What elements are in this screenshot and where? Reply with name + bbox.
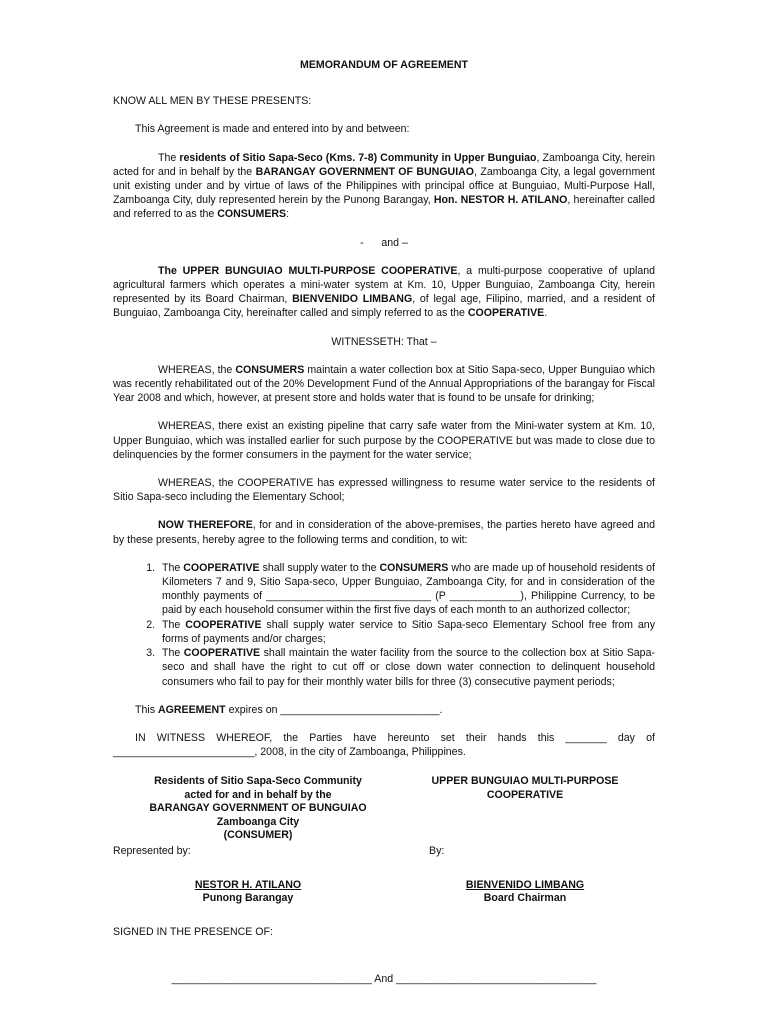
whereas-paragraph-3: WHEREAS, the COOPERATIVE has expressed willingness to resume water service to the residents of Sitio Sapa-seco including the Elementary School; (113, 477, 655, 504)
signatory-names (113, 879, 655, 906)
document-title: MEMORANDUM OF AGREEMENT (300, 59, 468, 71)
term-item: 3. The COOPERATIVE shall maintain the water facility from the source to the collection box at Sitio Sapa-seco and shall have the right to cut off or close down water connection to delinquent household consumers who fail to pay for their monthly water bills for three (3) consecutive payment periods; (158, 646, 655, 689)
term-item: 1. The COOPERATIVE shall supply water to the CONSUMERS who are made up of household residents of Kilometers 7 and 9, Sitio Sapa-seco, Upper Bunguiao, Zamboanga City, for and in consideration of the monthly payments of ____________________________ (P ____________), Philippine Currency, to be paid by each household consumer within the first five days of each month to an authorized collector; (158, 561, 655, 618)
whereas-paragraph-1: WHEREAS, the CONSUMERS maintain a water collection box at Sitio Sapa-seco, Upper Bunguiao which was recently rehabilitated out of the 20% Development Fund of the Annual Appropriations of the barangay for Fiscal Year 2008 and which, however, at present store and holds water that is found to be unsafe for drinking; (113, 363, 656, 405)
in-witness-paragraph: IN WITNESS WHEREOF, the Parties have hereunto set their hands this _______ day of ________________________, 2008, in the city of Zamboanga, Philippines. (113, 731, 655, 759)
party-cooperative-paragraph: The UPPER BUNGUIAO MULTI-PURPOSE COOPERATIVE, a multi-purpose cooperative of upland agricultural farmers which operates a mini-water system at Km. 10, Upper Bunguiao, Zamboanga City, herein represented by its Board Chairman, BIENVENIDO LIMBANG, of legal age, Filipino, married, and a resident of Bunguiao, Zamboanga City, hereinafter called and simply referred to as the COOPERATIVE. (113, 264, 655, 320)
consumer-representative (113, 879, 383, 906)
cooperative-rep-title: Board Chairman (483, 891, 567, 904)
cooperative-representative (405, 879, 645, 906)
whereas-paragraph-2: WHEREAS, there exist an existing pipeline that carry safe water from the Mini-water system at Km. 10, Upper Bunguiao, which was installed earlier for such purpose by the COOPERATIVE but was made to close due to delinquencies by the former consumers in the payment for the water service; (113, 420, 655, 461)
consumer-signatory-block: Residents of Sitio Sapa-Seco Community acted for and in behalf by the BARANGAY GOVERNMENT OF BUNGUIAO Zamboanga City (CONSUMER) (149, 775, 367, 841)
terms-list (113, 561, 655, 689)
opening-line: KNOW ALL MEN BY THESE PRESENTS: (113, 95, 312, 108)
represented-row (113, 844, 655, 858)
consumer-rep-title: Punong Barangay (202, 891, 294, 904)
signatory-headers (113, 775, 655, 842)
cooperative-signatory-block: UPPER BUNGUIAO MULTI-PURPOSE COOPERATIVE (431, 775, 619, 801)
party-consumers-paragraph: The residents of Sitio Sapa-Seco (Kms. 7-8) Community in Upper Bunguiao, Zamboanga City, herein acted for and in behalf by the BARANGAY GOVERNMENT OF BUNGUIAO, Zamboanga City, a legal government unit existing under and by virtue of laws of the Philippines with principal office at Bunguiao, Multi-Purpose Hall, Zamboanga City, duly represented herein by the Punong Barangay, Hon. NESTOR H. ATILANO, hereinafter called and referred to as the CONSUMERS: (113, 151, 656, 221)
term-item: 2. The COOPERATIVE shall supply water service to Sitio Sapa-seco Elementary School free from any forms of payments and/or charges; (158, 618, 655, 646)
by-label: By: (429, 845, 445, 858)
expiry-paragraph: This AGREEMENT expires on ___________________________. (135, 703, 443, 716)
witness-signature-lines: __________________________________ And __________________________________ (171, 972, 597, 985)
cooperative-rep-name: BIENVENIDO LIMBANG (465, 878, 585, 891)
represented-by-label: Represented by: (113, 845, 191, 858)
witnesseth-heading: WITNESSETH: That – (331, 335, 437, 348)
intro-paragraph: This Agreement is made and entered into by and between: (135, 123, 410, 136)
consumer-rep-name: NESTOR H. ATILANO (194, 878, 302, 891)
signed-in-presence-label: SIGNED IN THE PRESENCE OF: (113, 926, 273, 939)
now-therefore-paragraph: NOW THEREFORE, for and in consideration of the above-premises, the parties hereto have agreed and by these presents, hereby agree to the following terms and condition, to wit: (113, 519, 655, 546)
and-separator: - and – (360, 236, 408, 249)
